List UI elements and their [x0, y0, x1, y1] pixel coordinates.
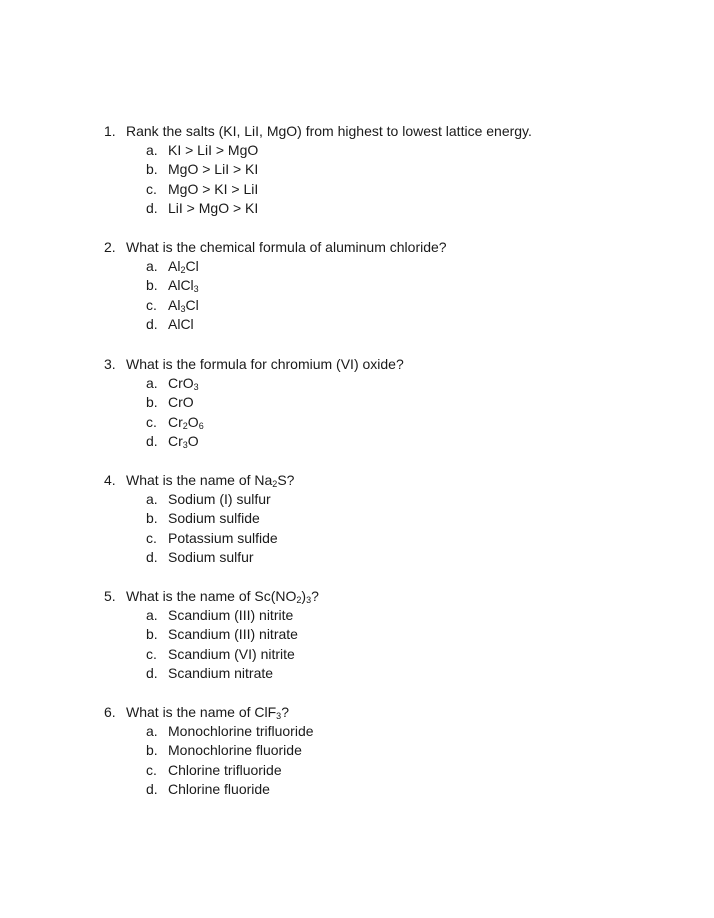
option-text-part: Scandium (VI) nitrite: [168, 645, 295, 662]
option-letter: d.: [146, 665, 158, 682]
option-c: [104, 529, 684, 548]
option-text-part: Sodium sulfur: [168, 549, 254, 566]
question-3-options: [104, 374, 684, 452]
option-letter: c.: [146, 529, 157, 546]
subscript: 2: [296, 595, 302, 605]
option-text: [168, 276, 684, 295]
option-text: [168, 432, 684, 451]
option-letter: a.: [146, 142, 158, 158]
option-c: [104, 413, 684, 432]
option-text-part: Chlorine fluoride: [168, 781, 270, 798]
option-b: [104, 276, 684, 295]
option-text-part: Scandium nitrate: [168, 665, 274, 682]
option-d: [104, 780, 684, 799]
question-1-line: [104, 122, 684, 141]
option-b: [104, 741, 684, 760]
option-text-part: MgO > LiI > KI: [168, 161, 259, 178]
option-text: [168, 780, 684, 799]
option-text: [168, 413, 684, 432]
option-text-part: Cr: [168, 413, 183, 430]
question-3-line: [104, 355, 684, 374]
option-a: [104, 490, 684, 509]
option-a: [104, 722, 684, 741]
question-text-part: ): [301, 588, 307, 604]
option-letter: a.: [146, 607, 158, 623]
option-text-part: CrO: [168, 394, 194, 411]
question-text: What is the formula for chromium (VI) oxide?: [126, 356, 404, 372]
option-text-part: LiI > MgO > KI: [168, 200, 259, 217]
option-c: [104, 296, 684, 315]
subscript: 3: [193, 382, 199, 392]
subscript: 3: [306, 595, 312, 605]
option-text: [168, 296, 684, 315]
question-6-options: [104, 722, 684, 800]
option-text-part: MgO > KI > LiI: [168, 180, 259, 197]
option-text: [168, 664, 684, 683]
option-letter: c.: [146, 296, 157, 313]
option-letter: b.: [146, 626, 158, 643]
question-4-line: [104, 471, 684, 490]
option-text: [168, 374, 684, 393]
option-text: [168, 761, 684, 780]
option-letter: b.: [146, 277, 158, 294]
option-text-part: Cl: [185, 296, 199, 313]
question-number: 2.: [104, 239, 116, 255]
option-text: [168, 509, 684, 528]
option-letter: b.: [146, 394, 158, 411]
question-3: [104, 355, 684, 452]
option-text: [168, 199, 684, 218]
option-letter: c.: [146, 413, 157, 430]
question-6-line: [104, 703, 684, 722]
option-text-part: Cr: [168, 433, 183, 450]
question-text-part: What is the name of ClF: [126, 704, 277, 720]
option-letter: d.: [146, 316, 158, 333]
option-text-part: Potassium sulfide: [168, 529, 278, 546]
question-5: [104, 587, 684, 684]
option-letter: a.: [146, 723, 158, 739]
option-letter: d.: [146, 200, 158, 217]
option-text: [168, 393, 684, 412]
option-text: [168, 625, 684, 644]
option-text: [168, 160, 684, 179]
question-5-line: [104, 587, 684, 606]
option-text: [168, 315, 684, 334]
option-text-part: CrO: [168, 375, 194, 391]
option-d: [104, 548, 684, 567]
option-letter: c.: [146, 180, 157, 197]
option-text-part: Scandium (III) nitrite: [168, 607, 294, 623]
option-text-part: Sodium sulfide: [168, 510, 260, 527]
option-text: [168, 257, 684, 276]
option-a: [104, 257, 684, 276]
option-d: [104, 199, 684, 218]
option-text-part: KI > LiI > MgO: [168, 142, 259, 158]
question-2-line: [104, 238, 684, 257]
question-text: [126, 703, 684, 722]
option-letter: d.: [146, 781, 158, 798]
question-text-part: S?: [277, 472, 295, 488]
option-text-part: AlCl: [168, 316, 194, 333]
option-text: [168, 722, 684, 741]
option-text: [168, 606, 684, 625]
option-c: [104, 761, 684, 780]
question-2-options: [104, 257, 684, 335]
option-text: [168, 529, 684, 548]
question-number: 3.: [104, 356, 116, 372]
option-c: [104, 645, 684, 664]
subscript: 3: [180, 303, 186, 314]
subscript: 3: [193, 284, 199, 295]
question-number: 6.: [104, 704, 116, 720]
question-text: [126, 471, 684, 490]
option-text-part: Monochlorine trifluoride: [168, 723, 314, 739]
subscript: 6: [198, 420, 204, 431]
question-6: [104, 703, 684, 800]
option-a: [104, 141, 684, 160]
option-letter: b.: [146, 510, 158, 527]
option-letter: d.: [146, 433, 158, 450]
option-letter: d.: [146, 549, 158, 566]
option-text-part: Chlorine trifluoride: [168, 761, 282, 778]
option-text-part: O: [187, 413, 199, 430]
subscript: 2: [272, 479, 278, 489]
option-text-part: Monochlorine fluoride: [168, 742, 302, 759]
option-a: [104, 606, 684, 625]
option-text-part: Cl: [185, 258, 199, 274]
question-text-part: What is the name of Na: [126, 472, 273, 488]
option-letter: b.: [146, 161, 158, 178]
question-text-part: What is the name of Sc(NO: [126, 588, 297, 604]
question-text-part: ?: [311, 588, 319, 604]
question-1: [104, 122, 684, 219]
option-text-part: AlCl: [168, 277, 194, 294]
question-1-options: [104, 141, 684, 219]
option-letter: c.: [146, 645, 157, 662]
subscript: 2: [180, 265, 186, 275]
option-letter: a.: [146, 375, 158, 391]
question-text: What is the chemical formula of aluminum chloride?: [126, 239, 447, 255]
question-number: 5.: [104, 588, 116, 604]
option-text-part: Al: [168, 258, 181, 274]
option-a: [104, 374, 684, 393]
option-c: [104, 180, 684, 199]
question-number: 4.: [104, 472, 116, 488]
option-letter: c.: [146, 761, 157, 778]
question-text: Rank the salts (KI, LiI, MgO) from highest to lowest lattice energy.: [126, 123, 532, 139]
option-b: [104, 625, 684, 644]
option-text: [168, 548, 684, 567]
subscript: 2: [182, 420, 188, 431]
question-5-options: [104, 606, 684, 684]
subscript: 3: [276, 711, 282, 721]
question-number: 1.: [104, 123, 116, 139]
subscript: 3: [182, 440, 188, 451]
option-text-part: Sodium (I) sulfur: [168, 491, 271, 507]
option-text: [168, 645, 684, 664]
option-b: [104, 393, 684, 412]
option-d: [104, 664, 684, 683]
option-b: [104, 509, 684, 528]
question-4-options: [104, 490, 684, 568]
option-d: [104, 315, 684, 334]
question-4: [104, 471, 684, 568]
option-text-part: Scandium (III) nitrate: [168, 626, 298, 643]
option-letter: b.: [146, 742, 158, 759]
question-text: [126, 587, 684, 606]
option-letter: a.: [146, 258, 158, 274]
option-d: [104, 432, 684, 451]
option-text-part: Al: [168, 296, 181, 313]
question-2: [104, 238, 684, 335]
option-letter: a.: [146, 491, 158, 507]
option-b: [104, 160, 684, 179]
option-text: [168, 741, 684, 760]
option-text: [168, 490, 684, 509]
option-text: [168, 141, 684, 160]
question-text-part: ?: [281, 704, 289, 720]
option-text: [168, 180, 684, 199]
option-text-part: O: [187, 433, 199, 450]
